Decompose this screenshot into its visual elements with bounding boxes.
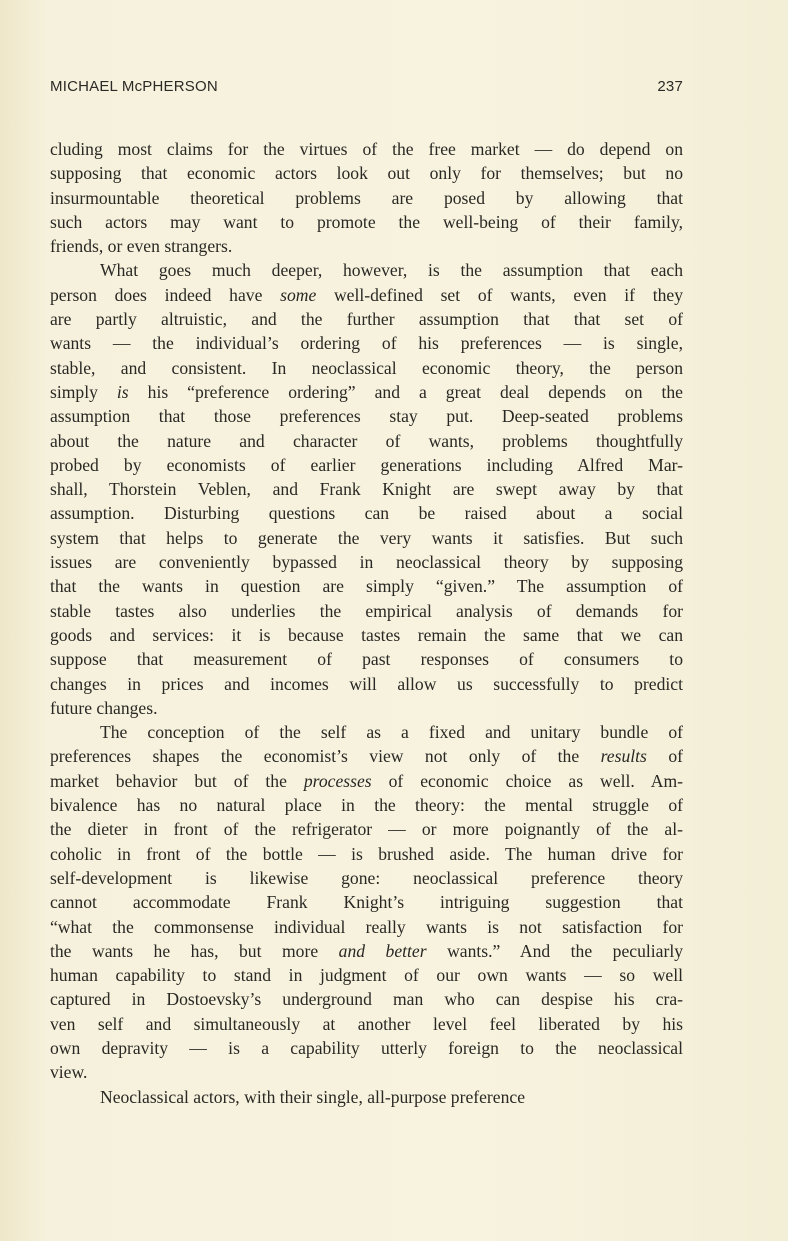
text-segment: wants.” And the peculiarly bbox=[426, 940, 683, 961]
text-line: such actors may want to promote the well-being of their family, bbox=[50, 211, 683, 232]
text-line bbox=[50, 283, 683, 307]
text-line: assumption that those preferences stay put. Deep-seated problems bbox=[50, 406, 683, 427]
text-line: stable, and consistent. In neoclassical economic theory, the person bbox=[50, 357, 683, 378]
italic-emphasis: is bbox=[116, 381, 129, 402]
text-line: are partly altruistic, and the further assumption that that set of bbox=[50, 309, 683, 330]
text-line: the dieter in front of the refrigerator — or more poignantly of the al- bbox=[50, 819, 683, 840]
text-line: The conception of the self as a fixed and unitary bundle of bbox=[100, 722, 683, 743]
text-line bbox=[50, 744, 683, 768]
text-line: suppose that measurement of past responses of consumers to bbox=[50, 649, 683, 670]
text-line: bivalence has no natural place in the theory: the mental struggle of bbox=[50, 795, 683, 816]
text-segment: his “preference ordering” and a great deal depends on the bbox=[128, 381, 683, 402]
text-line: stable tastes also underlies the empirical analysis of demands for bbox=[50, 600, 683, 621]
text-segment: well-defined set of wants, even if they bbox=[316, 284, 683, 305]
text-segment: market behavior but of the bbox=[50, 770, 304, 791]
text-line: captured in Dostoevsky’s underground man who can despise his cra- bbox=[50, 989, 683, 1010]
paragraph bbox=[50, 137, 683, 258]
running-head-author: MICHAEL McPHERSON bbox=[50, 78, 218, 95]
text-line: What goes much deeper, however, is the assumption that each bbox=[100, 260, 683, 281]
text-line: “what the commonsense individual really wants is not satisfaction for bbox=[50, 916, 683, 937]
italic-emphasis: processes bbox=[303, 770, 372, 791]
italic-emphasis: and better bbox=[338, 940, 427, 961]
text-line: coholic in front of the bottle — is brushed aside. The human drive for bbox=[50, 843, 683, 864]
text-line: Neoclassical actors, with their single, all-purpose preference bbox=[100, 1086, 526, 1107]
text-line: wants — the individual’s ordering of his preferences — is single, bbox=[50, 333, 683, 354]
text-line: cluding most claims for the virtues of the free market — do depend on bbox=[50, 139, 683, 159]
text-line: own depravity — is a capability utterly foreign to the neoclassical bbox=[50, 1037, 683, 1058]
text-segment: person does indeed have bbox=[50, 284, 281, 305]
text-line: goods and services: it is because tastes remain the same that we can bbox=[50, 624, 683, 645]
text-segment: of bbox=[646, 746, 683, 767]
italic-emphasis: some bbox=[280, 284, 317, 305]
text-line bbox=[50, 939, 683, 963]
text-segment: preferences shapes the economist’s view not only of the bbox=[50, 746, 601, 767]
body-text bbox=[50, 137, 683, 1109]
text-line: self-development is likewise gone: neoclassical preference theory bbox=[50, 867, 683, 888]
text-line: shall, Thorstein Veblen, and Frank Knight are swept away by that bbox=[50, 479, 683, 500]
text-line: that the wants in question are simply “given.” The assumption of bbox=[50, 576, 683, 597]
paragraph bbox=[50, 1085, 683, 1109]
text-segment: of economic choice as well. Am- bbox=[371, 770, 683, 791]
text-line: view. bbox=[50, 1062, 88, 1083]
text-line bbox=[50, 769, 683, 793]
text-line: future changes. bbox=[50, 697, 158, 718]
text-line: probed by economists of earlier generations including Alfred Mar- bbox=[50, 454, 683, 475]
text-line: human capability to stand in judgment of our own wants — so well bbox=[50, 965, 683, 986]
paragraph bbox=[50, 258, 683, 720]
text-segment: the wants he has, but more bbox=[50, 940, 339, 961]
running-head bbox=[50, 78, 683, 100]
text-line: cannot accommodate Frank Knight’s intriguing suggestion that bbox=[50, 892, 683, 913]
text-line: system that helps to generate the very wants it satisfies. But such bbox=[50, 527, 683, 548]
text-line: supposing that economic actors look out only for themselves; but no bbox=[50, 163, 683, 184]
text-line: about the nature and character of wants, problems thoughtfully bbox=[50, 430, 683, 451]
text-line: issues are conveniently bypassed in neoclassical theory by supposing bbox=[50, 552, 683, 573]
text-segment: simply bbox=[50, 381, 117, 402]
text-line: assumption. Disturbing questions can be raised about a social bbox=[50, 503, 683, 524]
italic-emphasis: results bbox=[600, 746, 647, 767]
text-line: ven self and simultaneously at another level feel liberated by his bbox=[50, 1013, 683, 1034]
paragraph bbox=[50, 720, 683, 1084]
text-line: changes in prices and incomes will allow us successfully to predict bbox=[50, 673, 683, 694]
text-line: friends, or even strangers. bbox=[50, 236, 233, 257]
text-line bbox=[50, 380, 683, 404]
page-number: 237 bbox=[657, 78, 683, 95]
text-line: insurmountable theoretical problems are posed by allowing that bbox=[50, 187, 683, 208]
